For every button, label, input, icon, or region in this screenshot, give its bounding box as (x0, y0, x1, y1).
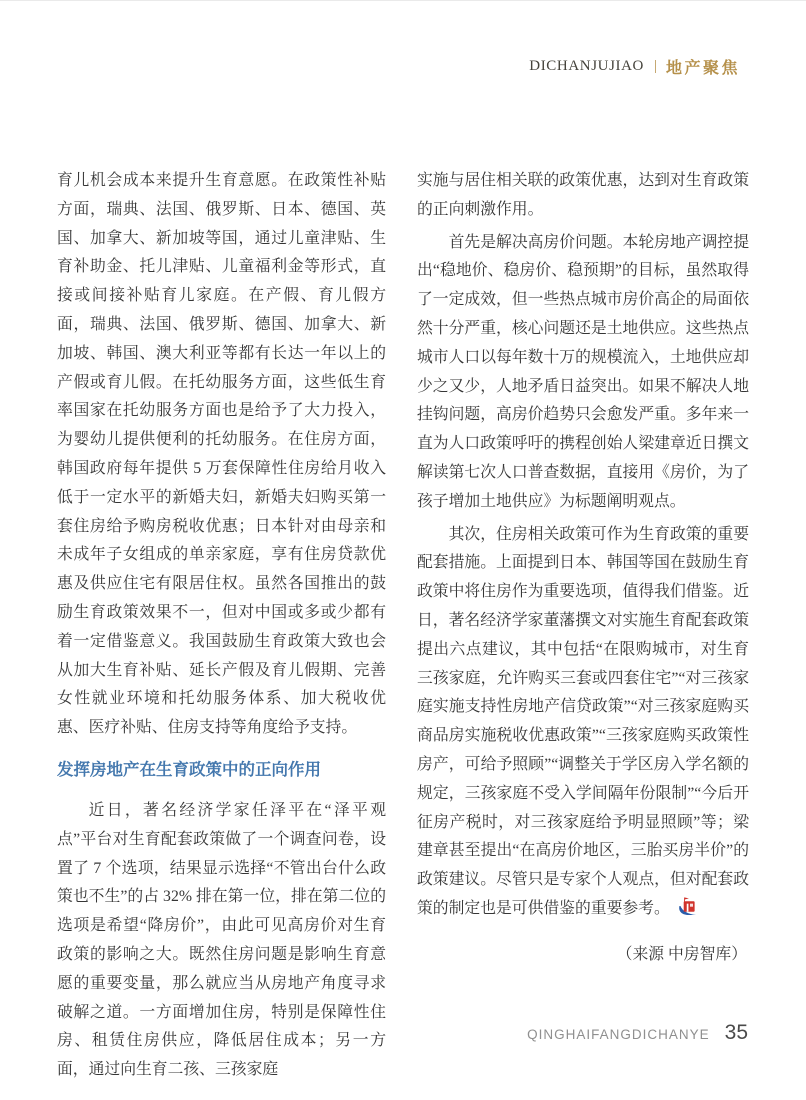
article-end-building-logo-icon (677, 897, 698, 916)
section-title-chinese: 地产聚焦 (665, 60, 740, 77)
body-paragraph-3: 实施与居住相关联的政策优惠，达到对生育政策的正向刺激作用。 (417, 172, 749, 218)
page-number: 35 (724, 1021, 748, 1044)
body-paragraph-5-text: 其次，住房相关政策可作为生育政策的重要配套措施。上面提到日本、韩国等国在鼓励生育政策中将住房作为重要选项，值得我们借鉴。近日，著名经济学家董藩撰文对实施生育配套政策提出六点建议，其中包括“在限购城市，对生育三孩家庭，允许购买三套或四套住宅”“对三孩家庭实施支持性房地产信贷政策”“对三孩家庭购买商品房实施税收优惠政策”“三孩家庭购买政策性房产，可给予照顾”“调整关于学区房入学名额的规定，三孩家庭不受入学间隔年份限制”“今后开征房产税时，对三孩家庭给予明显照顾”等；梁建章甚至提出“在高房价地区，三胎买房半价”的政策建议。尽管只是专家个人观点，但对配套政策的制定也是可供借鉴的重要参考。 (417, 525, 749, 917)
body-paragraph-1: 育儿机会成本来提升生育意愿。在政策性补贴方面，瑞典、法国、俄罗斯、日本、德国、英国、加拿大、新加坡等国，通过儿童津贴、生育补助金、托儿津贴、儿童福利金等形式，直接或间接补贴育儿家庭。在产假、育儿假方面，瑞典、法国、俄罗斯、德国、加拿大、新加坡、韩国、澳大利亚等都有长达一年以上的产假或育儿假。在托幼服务方面，这些低生育率国家在托幼服务方面也是给予了大力投入，为婴幼儿提供便利的托幼服务。在住房方面，韩国政府每年提供 5 万套保障性住房给月收入低于一定水平的新婚夫妇，新婚夫妇购买第一套住房给予购房税收优惠；日本针对由母亲和未成年子女组成的单亲家庭，享有住房贷款优惠及供应住宅有限居住权。虽然各国推出的鼓励生育政策效果不一，但对中国或多或少都有着一定借鉴意义。我国鼓励生育政策大致也会从加大生育补贴、延长产假及育儿假期、完善女性就业环境和托幼服务体系、加大税收优惠、医疗补贴、住房支持等角度给予支持。 (57, 172, 386, 737)
right-text-column (417, 167, 749, 970)
body-paragraph-2: 近日，著名经济学家任泽平在“泽平观点”平台对生育配套政策做了一个调查问卷，设置了 7 个选项，结果显示选择“不管出台什么政策也不生”的占 32% 排在第一位，排在第二位的选项是希望“降房价”，由此可见高房价对生育政策的影响之大。既然住房问题是影响生育意愿的重要变量，那么就应当从房地产角度寻求破解之道。一方面增加住房，特别是保障性住房、租赁住房供应，降低居住成本；另一方面，通过向生育二孩、三孩家庭 (57, 801, 386, 1079)
source-attribution: （来源 中房智库） (616, 945, 747, 963)
header-separator: | (653, 58, 657, 74)
footer-journal-pinyin: QINGHAIFANGDICHANYE (527, 1027, 710, 1042)
journal-pinyin-title: DICHANJUJIAO (529, 58, 644, 74)
section-heading: 发挥房地产在生育政策中的正向作用 (57, 760, 321, 779)
page-footer (527, 1021, 748, 1045)
body-paragraph-5 (417, 521, 749, 924)
page-header (529, 55, 740, 78)
left-text-column (57, 167, 386, 1085)
body-paragraph-4: 首先是解决高房价问题。本轮房地产调控提出“稳地价、稳房价、稳预期”的目标，虽然取得了一定成效，但一些热点城市房价高企的局面依然十分严重，核心问题还是土地供应。这些热点城市人口以每年数十万的规模流入，土地供应却少之又少，人地矛盾日益突出。如果不解决人地挂钩问题，高房价趋势只会愈发严重。多年来一直为人口政策呼吁的携程创始人梁建章近日撰文解读第七次人口普查数据，直接用《房价，为了孩子增加土地供应》为标题阐明观点。 (417, 233, 749, 510)
